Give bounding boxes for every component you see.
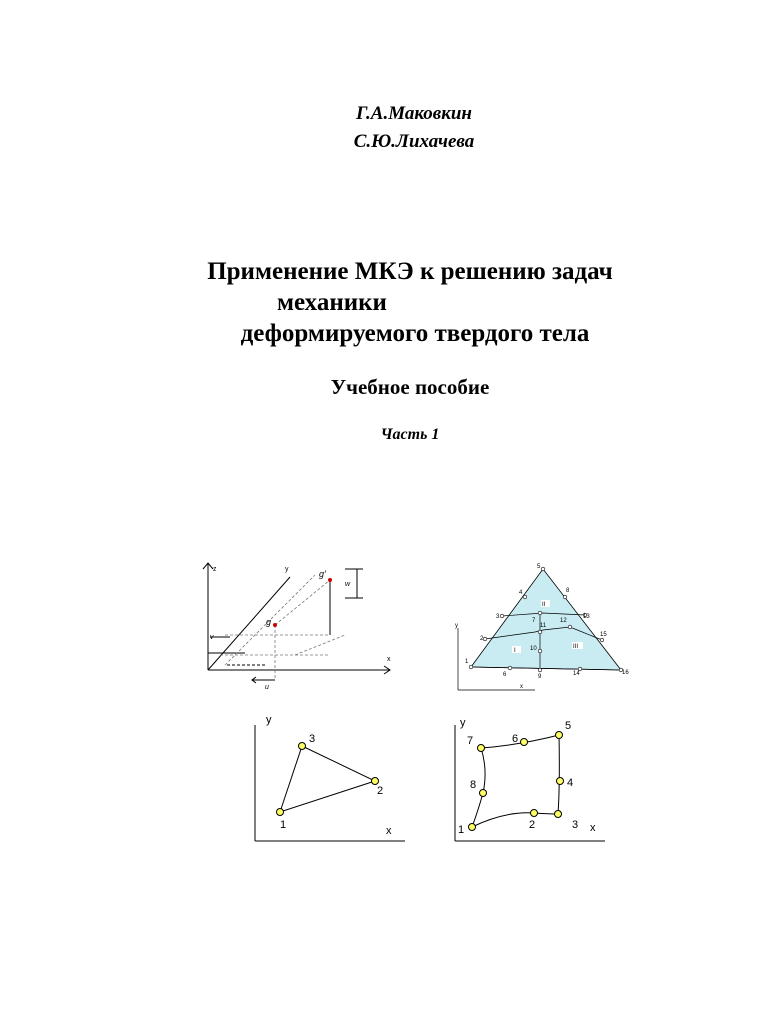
book-title bbox=[0, 256, 768, 349]
node-14: 14 bbox=[573, 671, 580, 677]
node-2: 2 bbox=[377, 785, 384, 797]
axis-x-label: x bbox=[386, 825, 392, 837]
axis-y-label: y bbox=[455, 623, 458, 629]
w-label: w bbox=[345, 581, 351, 588]
node-4: 4 bbox=[519, 590, 523, 596]
author-2: С.Ю.Лихачева bbox=[353, 131, 475, 152]
point-g-prime-marker bbox=[328, 578, 332, 582]
node-5: 5 bbox=[537, 564, 541, 570]
authors bbox=[0, 100, 768, 156]
node-4: 4 bbox=[567, 777, 574, 789]
author-1: Г.А.Маковкин bbox=[356, 103, 472, 124]
node-2: 2 bbox=[480, 636, 484, 642]
node-1: 1 bbox=[280, 819, 287, 831]
node-13: 13 bbox=[583, 614, 590, 620]
node-12: 12 bbox=[560, 618, 567, 624]
axis-y-label: y bbox=[285, 566, 289, 573]
mesh-fill bbox=[471, 569, 621, 670]
axis-x-label: x bbox=[387, 656, 391, 663]
axis-x-label: x bbox=[520, 684, 523, 690]
region-III: III bbox=[573, 644, 579, 650]
node-3: 3 bbox=[572, 819, 579, 831]
point-g-label: g bbox=[266, 617, 272, 627]
node-6: 6 bbox=[512, 733, 519, 745]
node-3: 3 bbox=[309, 733, 316, 745]
node-7: 7 bbox=[467, 735, 474, 747]
region-I: I bbox=[514, 648, 516, 654]
title-line-1: Применение МКЭ к решению задач bbox=[207, 258, 613, 285]
node-1: 1 bbox=[458, 824, 465, 836]
subtitle: Учебное пособие bbox=[330, 375, 490, 399]
node-3: 3 bbox=[496, 614, 500, 620]
node-16: 16 bbox=[622, 670, 629, 676]
v-label: v bbox=[210, 634, 214, 641]
axis-y-label: y bbox=[460, 717, 466, 729]
axis-y-label: y bbox=[266, 715, 272, 726]
figure-triangle-mesh bbox=[450, 560, 640, 695]
node-7: 7 bbox=[532, 618, 536, 624]
node-10: 10 bbox=[530, 646, 537, 652]
axis-z-label: z bbox=[213, 566, 217, 573]
axis-x-label: x bbox=[590, 822, 596, 834]
figure-triangle-element bbox=[250, 715, 410, 850]
u-label: u bbox=[265, 684, 269, 691]
title-line-3: деформируемого твердого тела bbox=[240, 320, 590, 347]
node-5: 5 bbox=[565, 720, 572, 732]
node-2: 2 bbox=[529, 819, 536, 831]
point-g-prime-label: g′ bbox=[319, 569, 326, 579]
node-1: 1 bbox=[465, 659, 469, 665]
node-8: 8 bbox=[566, 588, 570, 594]
node-6: 6 bbox=[503, 672, 507, 678]
figure-quad-element bbox=[450, 715, 610, 850]
region-II: II bbox=[542, 602, 546, 608]
node-11: 11 bbox=[540, 623, 547, 629]
title-line-2: механики bbox=[277, 289, 387, 316]
figure-displacement-3d bbox=[195, 555, 405, 695]
node-15: 15 bbox=[600, 632, 607, 638]
node-9: 9 bbox=[538, 674, 542, 680]
point-g-marker bbox=[273, 623, 277, 627]
part-label: Часть 1 bbox=[380, 426, 440, 443]
node-8: 8 bbox=[470, 779, 477, 791]
